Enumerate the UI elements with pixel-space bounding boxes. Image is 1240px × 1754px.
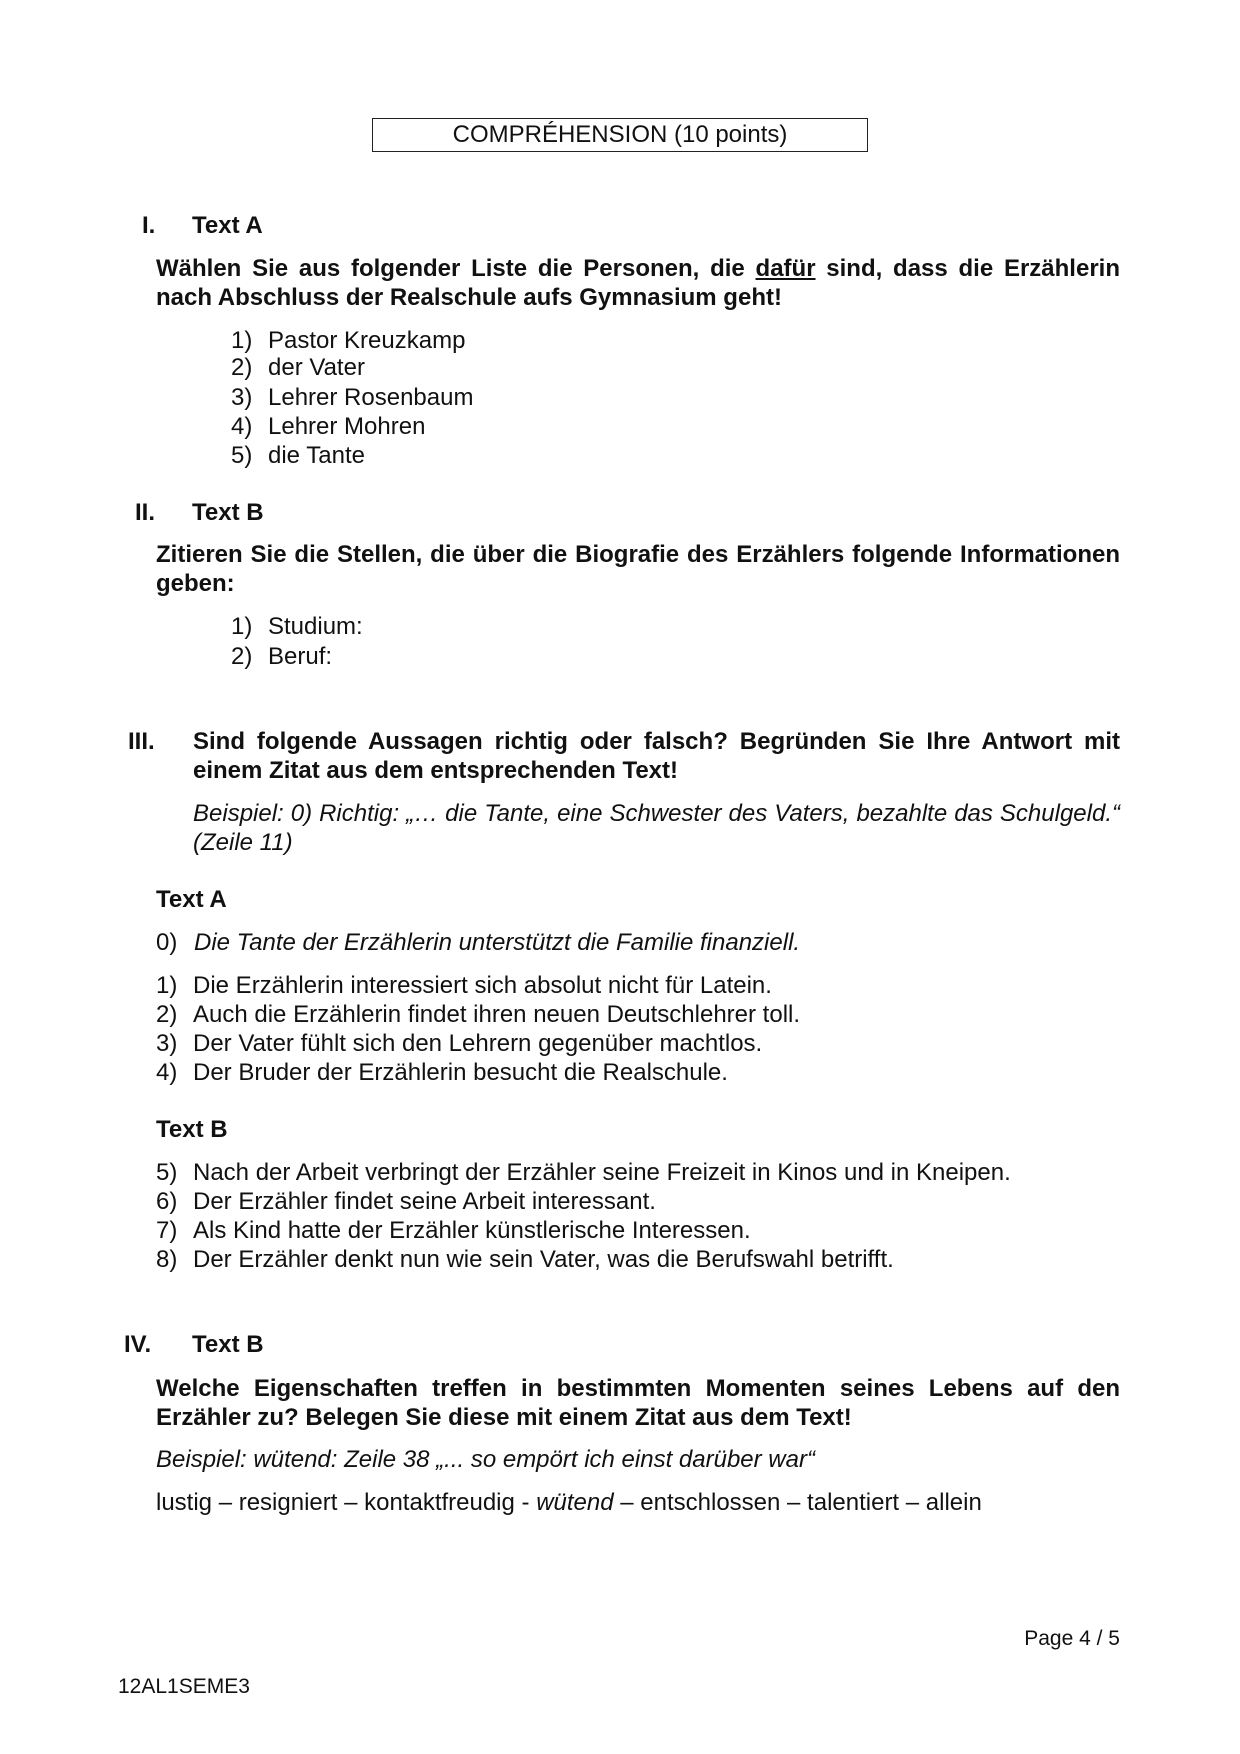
instruction: Welche Eigenschaften treffen in bestimmten Momenten seines Lebens auf den Erzähler zu? Belegen Sie diese mit einem Zitat aus dem Text! (156, 1375, 1120, 1431)
subheading: Text A (156, 886, 227, 913)
item-number: 5) (156, 1159, 178, 1186)
section-numeral: I. (142, 212, 156, 239)
example: Beispiel: wütend: Zeile 38 „... so empört ich einst darüber war“ (156, 1446, 815, 1473)
example: Beispiel: 0) Richtig: „… die Tante, eine Schwester des Vaters, bezahlte das Schulgeld.“ (Zeile 11) (193, 800, 1120, 856)
list-item: Der Erzähler denkt nun wie sein Vater, was die Berufswahl betrifft. (193, 1246, 894, 1273)
list-item: Lehrer Mohren (268, 413, 426, 440)
section-numeral: III. (128, 728, 155, 755)
list-item: Studium: (268, 613, 363, 640)
list-item: Auch die Erzählerin findet ihren neuen Deutschlehrer toll. (193, 1001, 801, 1028)
list-item: Der Bruder der Erzählerin besucht die Realschule. (193, 1059, 728, 1086)
item-number: 1) (231, 613, 253, 640)
word-list-example: wütend (536, 1489, 614, 1516)
item-number: 0) (156, 929, 178, 956)
item-number: 7) (156, 1217, 178, 1244)
section-title-box: COMPRÉHENSION (10 points) (372, 118, 868, 152)
item-number: 1) (231, 327, 253, 354)
item-number: 4) (156, 1059, 178, 1086)
page-number: Page 4 / 5 (1024, 1627, 1120, 1650)
list-item: Lehrer Rosenbaum (268, 384, 474, 411)
item-number: 4) (231, 413, 253, 440)
document-code: 12AL1SEME3 (118, 1675, 250, 1698)
list-item: Als Kind hatte der Erzähler künstlerische Interessen. (193, 1217, 751, 1244)
word-list-text: lustig – resigniert – kontaktfreudig - (156, 1489, 537, 1516)
instruction-emphasis: dafür (755, 255, 816, 282)
list-item: Der Erzähler findet seine Arbeit interessant. (193, 1188, 656, 1215)
instruction-text: Wählen Sie aus folgender Liste die Personen, die (156, 255, 756, 282)
item-number: 2) (231, 643, 253, 670)
item-number: 2) (156, 1001, 178, 1028)
section-numeral: IV. (124, 1331, 152, 1358)
instruction (156, 254, 1120, 312)
instruction: Sind folgende Aussagen richtig oder falsch? Begründen Sie Ihre Antwort mit einem Zitat aus dem entsprechenden Text! (193, 728, 1120, 784)
item-number: 6) (156, 1188, 178, 1215)
section-heading: Text B (192, 1331, 264, 1358)
instruction: Zitieren Sie die Stellen, die über die Biografie des Erzählers folgende Informationen geben: (156, 541, 1120, 597)
item-number: 1) (156, 972, 178, 999)
item-number: 3) (231, 384, 253, 411)
section-heading: Text B (192, 499, 264, 526)
section-numeral: II. (135, 499, 156, 526)
list-item: Nach der Arbeit verbringt der Erzähler seine Freizeit in Kinos und in Kneipen. (193, 1159, 1011, 1186)
item-number: 5) (231, 442, 253, 469)
item-number: 3) (156, 1030, 178, 1057)
subheading: Text B (156, 1116, 228, 1143)
list-item: die Tante (268, 442, 365, 469)
word-list (156, 1488, 982, 1517)
example-item: Die Tante der Erzählerin unterstützt die Familie finanziell. (194, 929, 801, 956)
instruction-text: sind, dass die Erzählerin nach Abschluss der Realschule aufs Gymnasium geht! (156, 255, 1120, 311)
item-number: 2) (231, 354, 253, 381)
list-item: der Vater (268, 354, 365, 381)
list-item: Pastor Kreuzkamp (268, 327, 466, 354)
list-item: Die Erzählerin interessiert sich absolut nicht für Latein. (193, 972, 772, 999)
word-list-text: – entschlossen – talentiert – allein (613, 1489, 982, 1516)
list-item: Beruf: (268, 643, 333, 670)
list-item: Der Vater fühlt sich den Lehrern gegenüber machtlos. (193, 1030, 763, 1057)
section-heading: Text A (192, 212, 263, 239)
item-number: 8) (156, 1246, 178, 1273)
